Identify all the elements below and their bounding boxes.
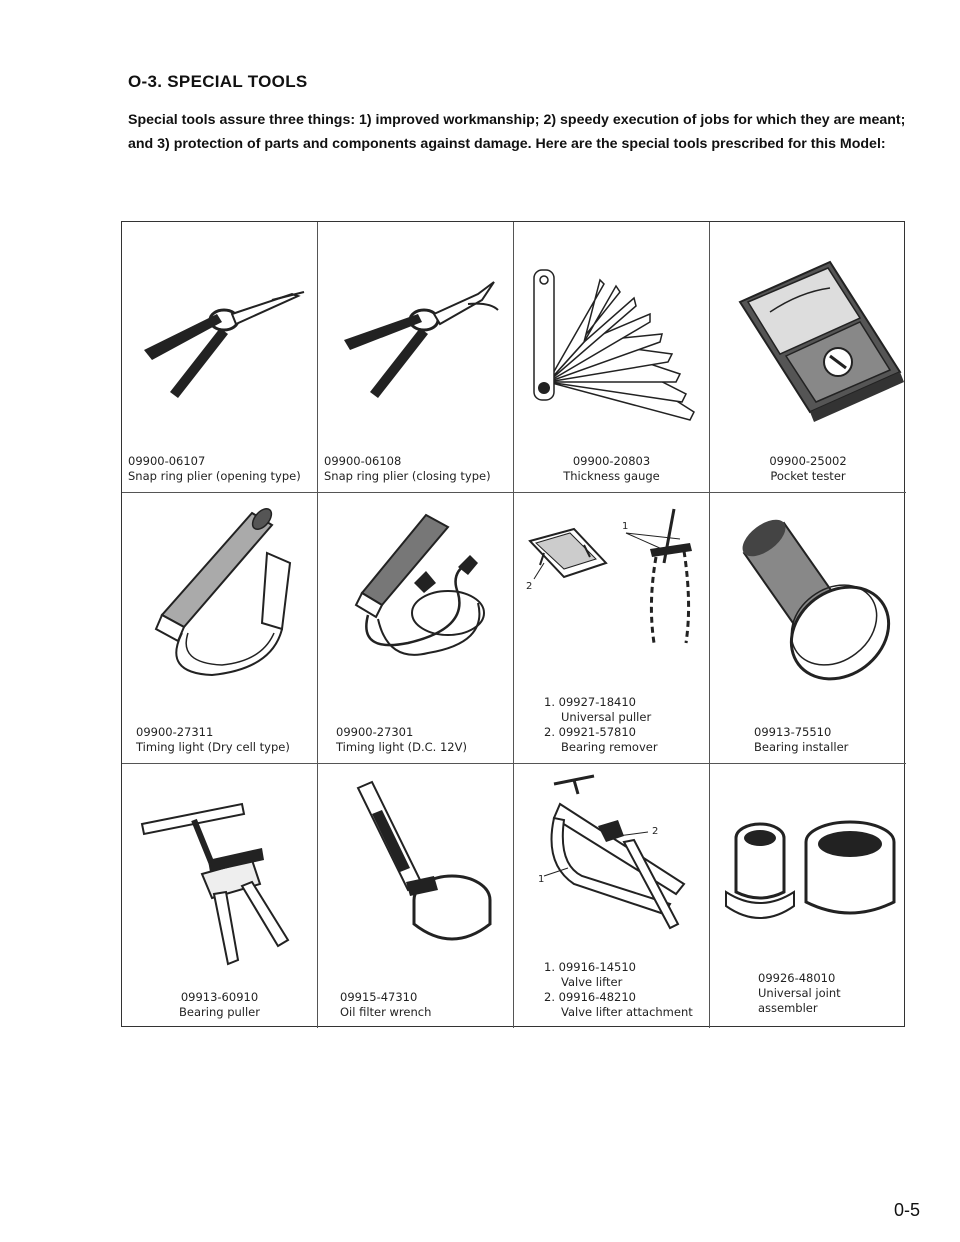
- tool-cell-timing-light-dry-cell: [122, 493, 318, 764]
- tool-caption: [122, 454, 317, 484]
- tool-cell-universal-puller: [514, 493, 710, 764]
- tool-item-1: [544, 960, 693, 975]
- thickness-gauge-illustration: [514, 222, 710, 427]
- tool-code: 09900-27311: [136, 725, 214, 739]
- tool-caption: [122, 990, 317, 1020]
- section-heading: O-3. SPECIAL TOOLS: [128, 72, 308, 91]
- tool-cell-snap-ring-plier-opening: [122, 222, 318, 493]
- tool-code: 09916-48210: [558, 990, 636, 1004]
- tool-code: 09900-27301: [336, 725, 414, 739]
- tool-code: 09926-48010: [758, 971, 836, 985]
- bearing-installer-illustration: [710, 493, 906, 698]
- tool-name: Bearing puller: [179, 1005, 260, 1019]
- tool-code: 09916-14510: [558, 960, 636, 974]
- tool-name: Universal puller: [561, 710, 652, 724]
- tool-cell-thickness-gauge: [514, 222, 710, 493]
- intro-paragraph: Special tools assure three things: 1) improved workmanship; 2) speedy execution of jobs for which they are meant; and 3) protection of parts and components against damage. Here are the special tools prescribed for this Model:: [128, 112, 906, 152]
- valve-lifter-illustration: [514, 764, 710, 969]
- pocket-tester-illustration: [710, 222, 906, 427]
- tool-caption: [318, 725, 513, 755]
- tool-caption: [544, 960, 693, 1020]
- universal-joint-assembler-illustration: [710, 764, 906, 969]
- tool-name: Snap ring plier (closing type): [324, 469, 491, 483]
- oil-filter-wrench-illustration: [318, 764, 514, 969]
- tool-name: Universal joint: [758, 986, 841, 1000]
- tool-caption: [318, 990, 513, 1020]
- tool-cell-bearing-installer: [710, 493, 906, 764]
- tool-caption: [710, 454, 906, 484]
- tool-name: Bearing remover: [561, 740, 658, 754]
- tool-code: 09915-47310: [340, 990, 418, 1004]
- callout-2: 2: [652, 826, 659, 837]
- tool-code: 09900-25002: [769, 454, 847, 468]
- tool-code: 09921-57810: [558, 725, 636, 739]
- tool-item-1: [544, 695, 658, 710]
- timing-light-dry-cell-illustration: [122, 493, 318, 698]
- tool-caption: [122, 725, 317, 755]
- tool-caption: [710, 725, 906, 755]
- callout-1: 1: [622, 521, 629, 532]
- tool-caption: [318, 454, 513, 484]
- tool-cell-valve-lifter: [514, 764, 710, 1028]
- special-tools-table: [121, 221, 905, 1027]
- tool-name: Valve lifter attachment: [561, 1005, 693, 1019]
- tool-name-line2: assembler: [758, 1001, 818, 1015]
- tool-name: Oil filter wrench: [340, 1005, 432, 1019]
- snap-ring-plier-closing-illustration: [318, 222, 514, 427]
- timing-light-dc-illustration: [318, 493, 514, 698]
- item-number: 2.: [544, 990, 555, 1004]
- tool-cell-oil-filter-wrench: [318, 764, 514, 1028]
- tool-code: 09913-75510: [754, 725, 832, 739]
- bearing-puller-illustration: [122, 764, 318, 969]
- tool-name: Bearing installer: [754, 740, 849, 754]
- page-number: 0-5: [893, 1200, 920, 1220]
- tool-name: Snap ring plier (opening type): [128, 469, 301, 483]
- tool-name: Pocket tester: [770, 469, 846, 483]
- tool-name: Valve lifter: [561, 975, 623, 989]
- tool-code: 09913-60910: [180, 990, 259, 1004]
- universal-puller-illustration: [514, 493, 710, 698]
- tool-name: Thickness gauge: [563, 469, 660, 483]
- item-number: 1.: [544, 695, 555, 709]
- tool-code: 09927-18410: [558, 695, 636, 709]
- tool-cell-snap-ring-plier-closing: [318, 222, 514, 493]
- tool-caption: [514, 454, 709, 484]
- tool-cell-timing-light-dc: [318, 493, 514, 764]
- item-number: 1.: [544, 960, 555, 974]
- tool-cell-universal-joint-assembler: [710, 764, 906, 1028]
- item-number: 2.: [544, 725, 555, 739]
- tool-item-2: [544, 725, 658, 740]
- tool-cell-pocket-tester: [710, 222, 906, 493]
- callout-2: 2: [526, 581, 533, 592]
- tool-name: Timing light (Dry cell type): [136, 740, 290, 754]
- callout-1: 1: [538, 874, 545, 885]
- snap-ring-plier-opening-illustration: [122, 222, 318, 427]
- tool-code: 09900-20803: [572, 454, 651, 468]
- tool-code: 09900-06108: [324, 454, 402, 468]
- tool-code: 09900-06107: [128, 454, 206, 468]
- tool-caption: [544, 695, 658, 755]
- tool-caption: [710, 971, 906, 1016]
- tool-item-2: [544, 990, 693, 1005]
- tool-name: Timing light (D.C. 12V): [336, 740, 467, 754]
- tool-cell-bearing-puller: [122, 764, 318, 1028]
